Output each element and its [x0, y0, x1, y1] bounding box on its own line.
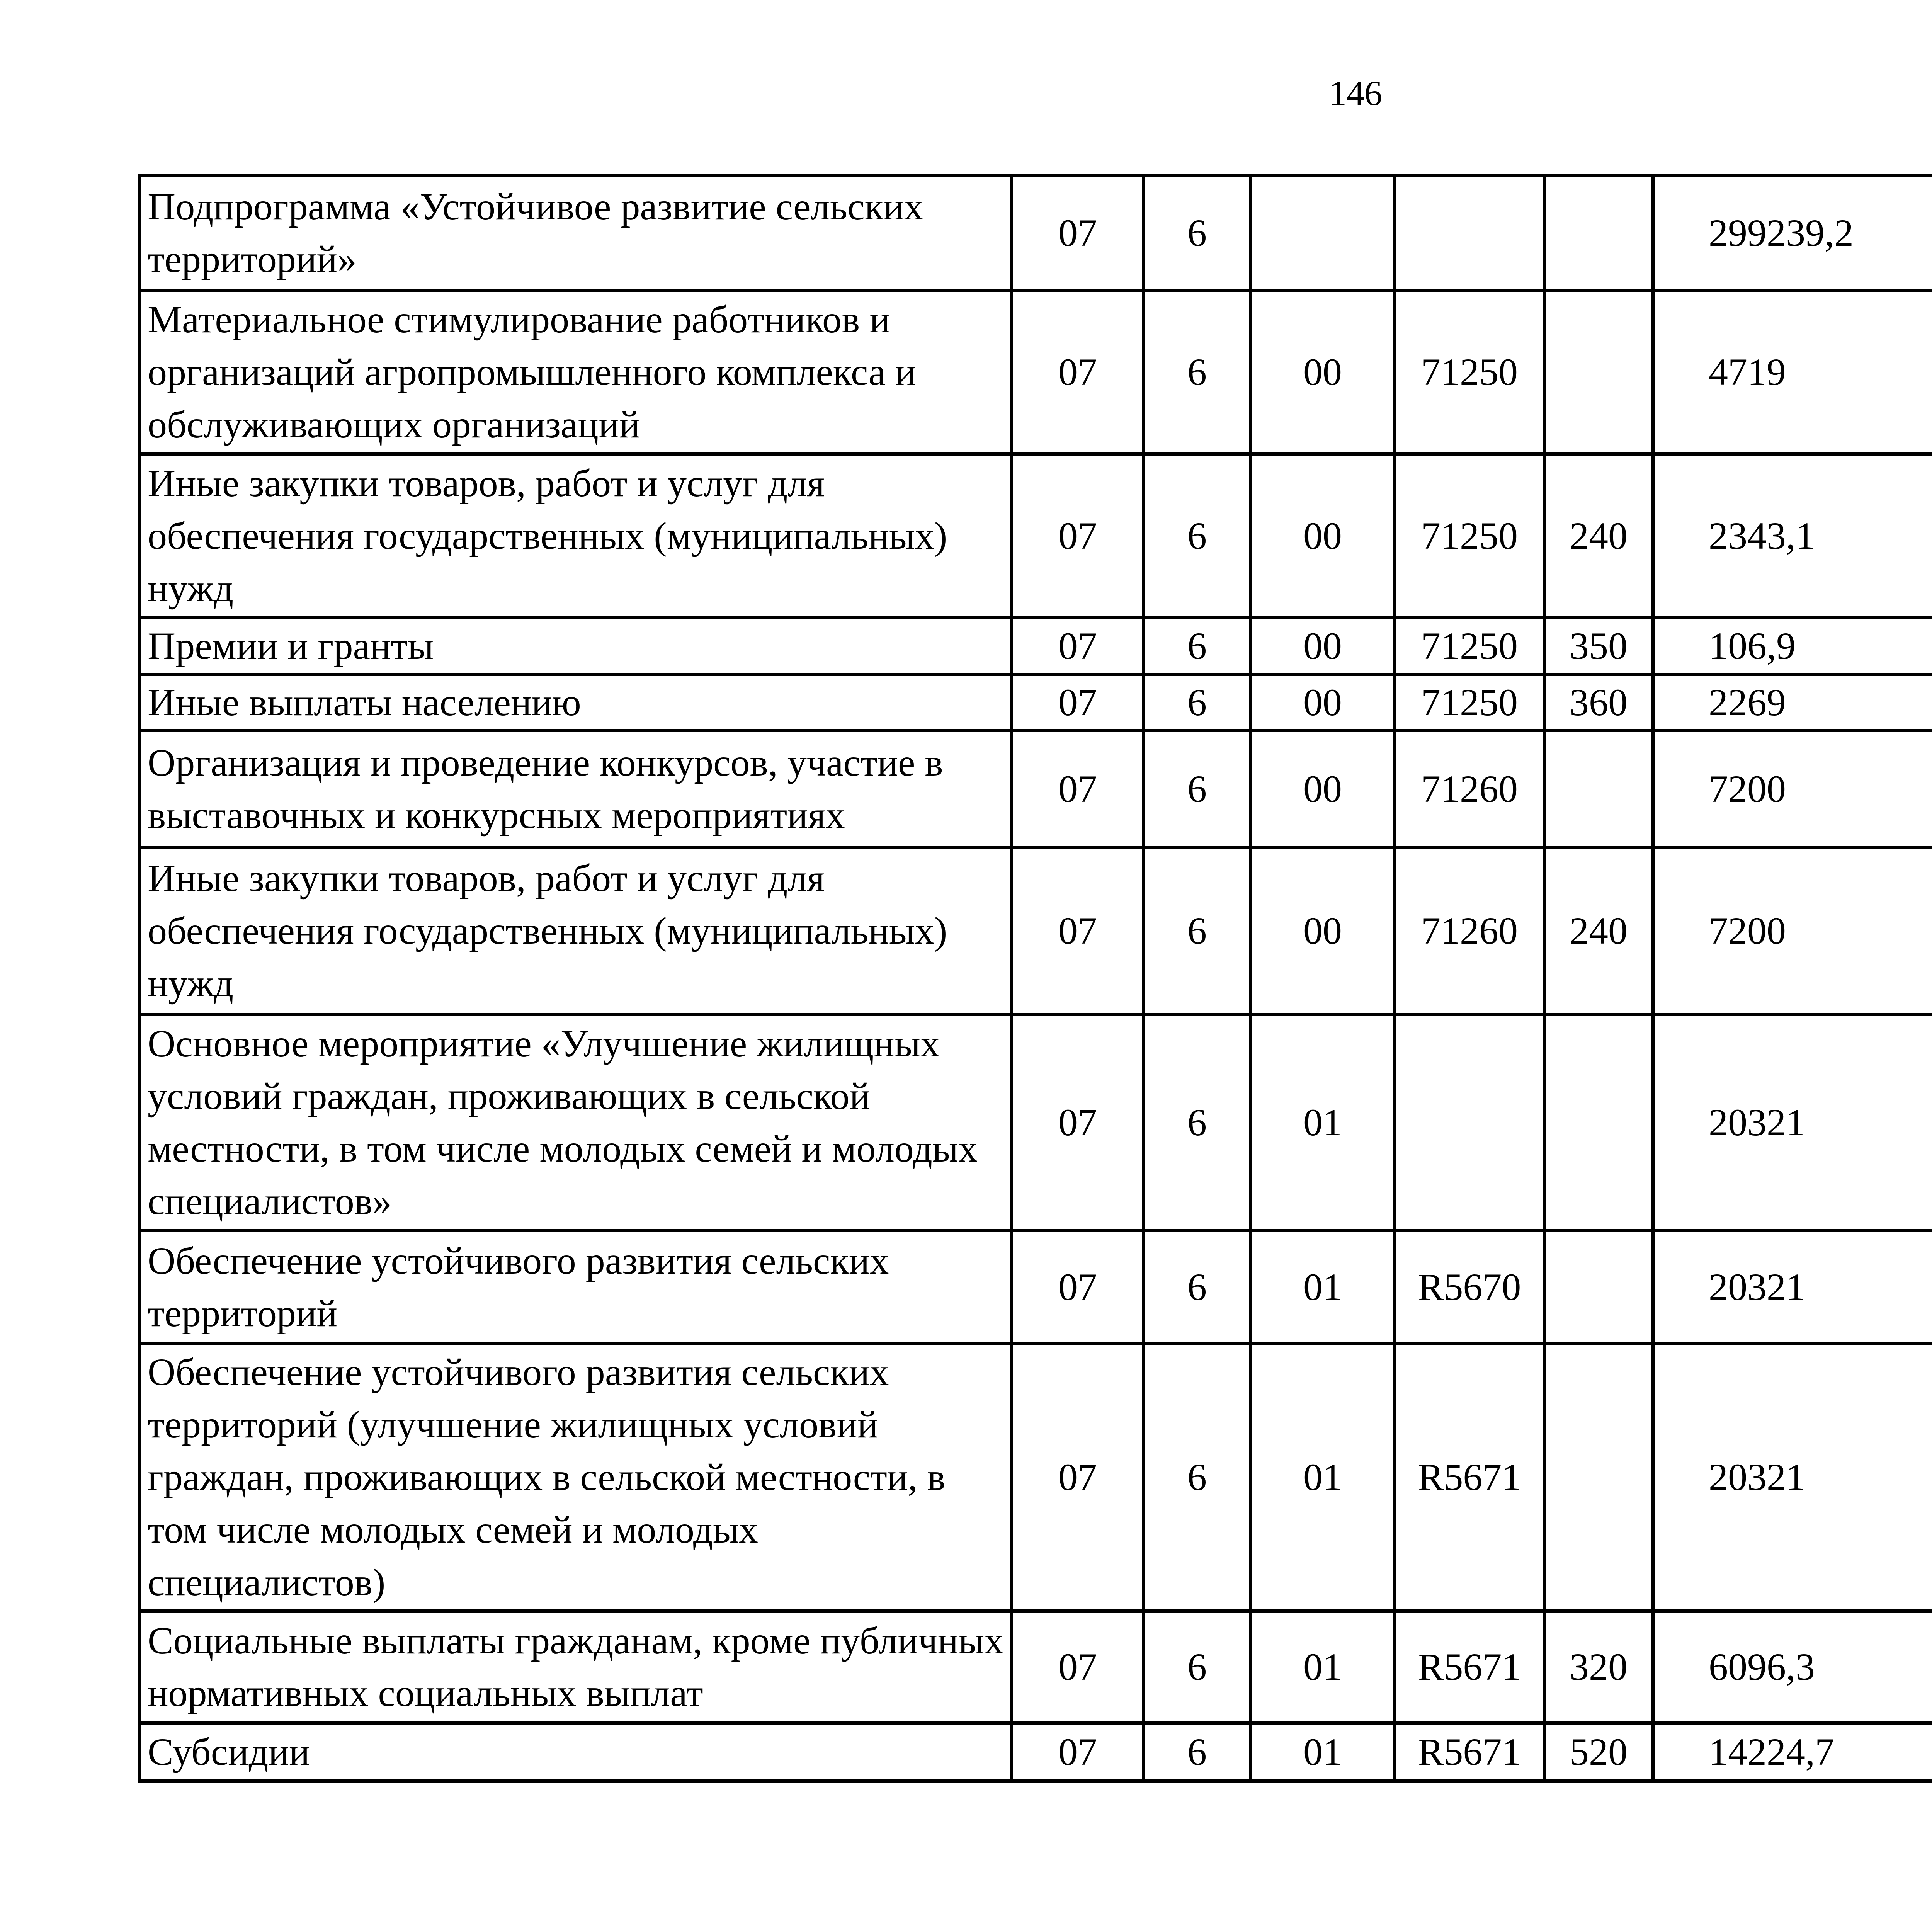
row-subprogram: 00: [1250, 674, 1395, 731]
table-row: [140, 1014, 1932, 1231]
row-program: 6: [1144, 847, 1250, 1014]
row-program: 6: [1144, 731, 1250, 847]
row-code: 71260: [1395, 731, 1544, 847]
row-name: Премии и гранты: [140, 618, 1012, 674]
row-value-1: 20321: [1653, 1014, 1932, 1231]
row-code: R5671: [1395, 1344, 1544, 1611]
row-subprogram: 01: [1250, 1611, 1395, 1723]
row-section: 07: [1012, 1344, 1144, 1611]
table-row: [140, 847, 1932, 1014]
row-code: 71250: [1395, 454, 1544, 618]
row-expense-type: [1544, 1344, 1653, 1611]
row-name: Подпрограмма «Устойчивое развитие сельских территорий»: [140, 176, 1012, 290]
row-value-1: 20321: [1653, 1344, 1932, 1611]
row-subprogram: 01: [1250, 1231, 1395, 1344]
row-value-1: 14224,7: [1653, 1723, 1932, 1781]
row-section: 07: [1012, 674, 1144, 731]
row-name: Основное мероприятие «Улучшение жилищных условий граждан, проживающих в сельской местности, в том числе молодых семей и молодых специалистов»: [140, 1014, 1012, 1231]
row-subprogram: [1250, 176, 1395, 290]
page-number: 146: [1329, 73, 1382, 113]
row-section: 07: [1012, 1014, 1144, 1231]
row-expense-type: [1544, 290, 1653, 454]
row-value-1: 106,9: [1653, 618, 1932, 674]
row-section: 07: [1012, 1723, 1144, 1781]
row-name: Иные закупки товаров, работ и услуг для обеспечения государственных (муниципальных) нужд: [140, 454, 1012, 618]
row-expense-type: 240: [1544, 454, 1653, 618]
table-row: [140, 454, 1932, 618]
row-program: 6: [1144, 176, 1250, 290]
row-subprogram: 01: [1250, 1344, 1395, 1611]
row-subprogram: 00: [1250, 454, 1395, 618]
row-program: 6: [1144, 618, 1250, 674]
row-name: Материальное стимулирование работников и организаций агропромышленного комплекса и обслуживающих организаций: [140, 290, 1012, 454]
table-row: [140, 1611, 1932, 1723]
table-row: [140, 1723, 1932, 1781]
row-code: 71250: [1395, 674, 1544, 731]
row-value-1: 4719: [1653, 290, 1932, 454]
row-expense-type: 320: [1544, 1611, 1653, 1723]
row-name: Обеспечение устойчивого развития сельских территорий (улучшение жилищных условий граждан, проживающих в сельской местности, в том числе молодых семей и молодых специалистов): [140, 1344, 1012, 1611]
row-code: [1395, 1014, 1544, 1231]
row-name: Субсидии: [140, 1723, 1012, 1781]
row-name: Социальные выплаты гражданам, кроме публичных нормативных социальных выплат: [140, 1611, 1012, 1723]
table-row: [140, 618, 1932, 674]
row-code: 71260: [1395, 847, 1544, 1014]
row-subprogram: 00: [1250, 847, 1395, 1014]
row-name: Иные выплаты населению: [140, 674, 1012, 731]
row-program: 6: [1144, 1611, 1250, 1723]
row-subprogram: 00: [1250, 731, 1395, 847]
row-program: 6: [1144, 290, 1250, 454]
row-expense-type: 360: [1544, 674, 1653, 731]
row-subprogram: 00: [1250, 290, 1395, 454]
row-value-1: 2269: [1653, 674, 1932, 731]
row-section: 07: [1012, 618, 1144, 674]
table-row: [140, 176, 1932, 290]
row-code: 71250: [1395, 290, 1544, 454]
row-expense-type: [1544, 1231, 1653, 1344]
row-expense-type: 240: [1544, 847, 1653, 1014]
row-expense-type: [1544, 731, 1653, 847]
table-row: [140, 290, 1932, 454]
row-value-1: 2343,1: [1653, 454, 1932, 618]
row-program: 6: [1144, 1014, 1250, 1231]
row-subprogram: 01: [1250, 1014, 1395, 1231]
row-section: 07: [1012, 454, 1144, 618]
row-value-1: 6096,3: [1653, 1611, 1932, 1723]
row-value-1: 20321: [1653, 1231, 1932, 1344]
row-code: R5671: [1395, 1611, 1544, 1723]
row-name: Организация и проведение конкурсов, участие в выставочных и конкурсных мероприятиях: [140, 731, 1012, 847]
row-program: 6: [1144, 674, 1250, 731]
row-section: 07: [1012, 731, 1144, 847]
row-expense-type: 350: [1544, 618, 1653, 674]
row-code: R5671: [1395, 1723, 1544, 1781]
row-section: 07: [1012, 847, 1144, 1014]
row-code: [1395, 176, 1544, 290]
row-value-1: 7200: [1653, 731, 1932, 847]
table-row: [140, 1344, 1932, 1611]
row-expense-type: 520: [1544, 1723, 1653, 1781]
row-program: 6: [1144, 1723, 1250, 1781]
row-subprogram: 01: [1250, 1723, 1395, 1781]
row-name: Иные закупки товаров, работ и услуг для обеспечения государственных (муниципальных) нужд: [140, 847, 1012, 1014]
row-section: 07: [1012, 1231, 1144, 1344]
table-row: [140, 1231, 1932, 1344]
row-program: 6: [1144, 1344, 1250, 1611]
row-value-1: 299239,2: [1653, 176, 1932, 290]
table-row: [140, 731, 1932, 847]
row-section: 07: [1012, 176, 1144, 290]
row-code: 71250: [1395, 618, 1544, 674]
row-subprogram: 00: [1250, 618, 1395, 674]
row-section: 07: [1012, 1611, 1144, 1723]
row-expense-type: [1544, 176, 1653, 290]
row-value-1: 7200: [1653, 847, 1932, 1014]
row-name: Обеспечение устойчивого развития сельских территорий: [140, 1231, 1012, 1344]
table-row: [140, 674, 1932, 731]
row-program: 6: [1144, 1231, 1250, 1344]
budget-table: [138, 174, 1932, 1783]
row-code: R5670: [1395, 1231, 1544, 1344]
row-section: 07: [1012, 290, 1144, 454]
row-program: 6: [1144, 454, 1250, 618]
row-expense-type: [1544, 1014, 1653, 1231]
